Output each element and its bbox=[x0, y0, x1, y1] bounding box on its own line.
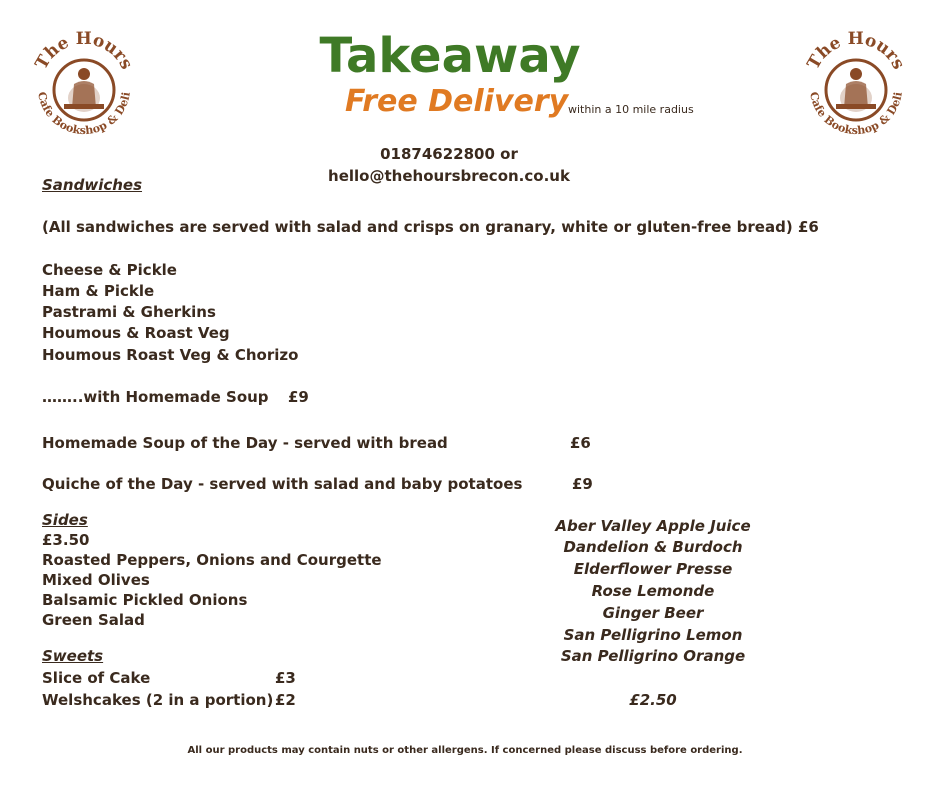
soup-price: £6 bbox=[570, 434, 591, 452]
contact-email: hello@thehoursbrecon.co.uk bbox=[328, 167, 570, 185]
list-item: Slice of Cake bbox=[42, 669, 151, 687]
sandwiches-heading: Sandwiches bbox=[42, 176, 143, 194]
sweets-heading: Sweets bbox=[42, 647, 104, 665]
svg-text:Cafe Bookshop & Deli: Cafe Bookshop & Deli bbox=[807, 90, 905, 138]
drink-item: Aber Valley Apple Juice bbox=[555, 517, 751, 535]
svg-text:Cafe Bookshop & Deli: Cafe Bookshop & Deli bbox=[35, 90, 133, 138]
svg-text:The Hours: The Hours bbox=[31, 28, 137, 73]
with-soup-label: ……..with Homemade Soup bbox=[42, 388, 269, 406]
quiche-label: Quiche of the Day - served with salad and baby potatoes bbox=[42, 475, 523, 493]
list-item: Green Salad bbox=[42, 611, 145, 629]
drinks-price: £2.50 bbox=[629, 691, 677, 709]
drink-item: Dandelion & Burdoch bbox=[563, 538, 743, 556]
with-soup-price: £9 bbox=[288, 388, 309, 406]
delivery-heading: Free Delivery bbox=[345, 84, 569, 119]
list-item: Houmous & Roast Veg bbox=[42, 324, 230, 342]
drink-item: San Pelligrino Orange bbox=[560, 647, 746, 665]
soup-label: Homemade Soup of the Day - served with bread bbox=[42, 434, 448, 452]
drink-item: Rose Lemonde bbox=[591, 582, 715, 600]
list-item: Balsamic Pickled Onions bbox=[42, 591, 248, 609]
drink-item: San Pelligrino Lemon bbox=[563, 626, 743, 644]
quiche-price: £9 bbox=[572, 475, 593, 493]
sides-heading: Sides bbox=[42, 511, 88, 529]
list-item: Cheese & Pickle bbox=[42, 261, 177, 279]
list-item: Pastrami & Gherkins bbox=[42, 303, 216, 321]
drink-item: Elderflower Presse bbox=[573, 560, 733, 578]
list-item: Houmous Roast Veg & Chorizo bbox=[42, 346, 299, 364]
list-item: Roasted Peppers, Onions and Courgette bbox=[42, 551, 382, 569]
allergen-notice: All our products may contain nuts or other allergens. If concerned please discuss before ordering. bbox=[187, 745, 743, 756]
contact-phone: 01874622800 or bbox=[380, 145, 518, 163]
item-price: £2 bbox=[275, 691, 296, 709]
svg-text:The Hours: The Hours bbox=[803, 28, 909, 73]
sandwiches-note: (All sandwiches are served with salad and crisps on granary, white or gluten-free bread) bbox=[42, 218, 793, 236]
list-item: Ham & Pickle bbox=[42, 282, 155, 300]
page-title: Takeaway bbox=[319, 28, 581, 84]
list-item: Welshcakes (2 in a portion) bbox=[42, 691, 274, 709]
list-item: Mixed Olives bbox=[42, 571, 150, 589]
sandwiches-price: £6 bbox=[798, 218, 819, 236]
item-price: £3 bbox=[275, 669, 296, 687]
sides-price: £3.50 bbox=[42, 531, 90, 549]
drink-item: Ginger Beer bbox=[602, 604, 704, 622]
delivery-radius: within a 10 mile radius bbox=[568, 103, 694, 116]
